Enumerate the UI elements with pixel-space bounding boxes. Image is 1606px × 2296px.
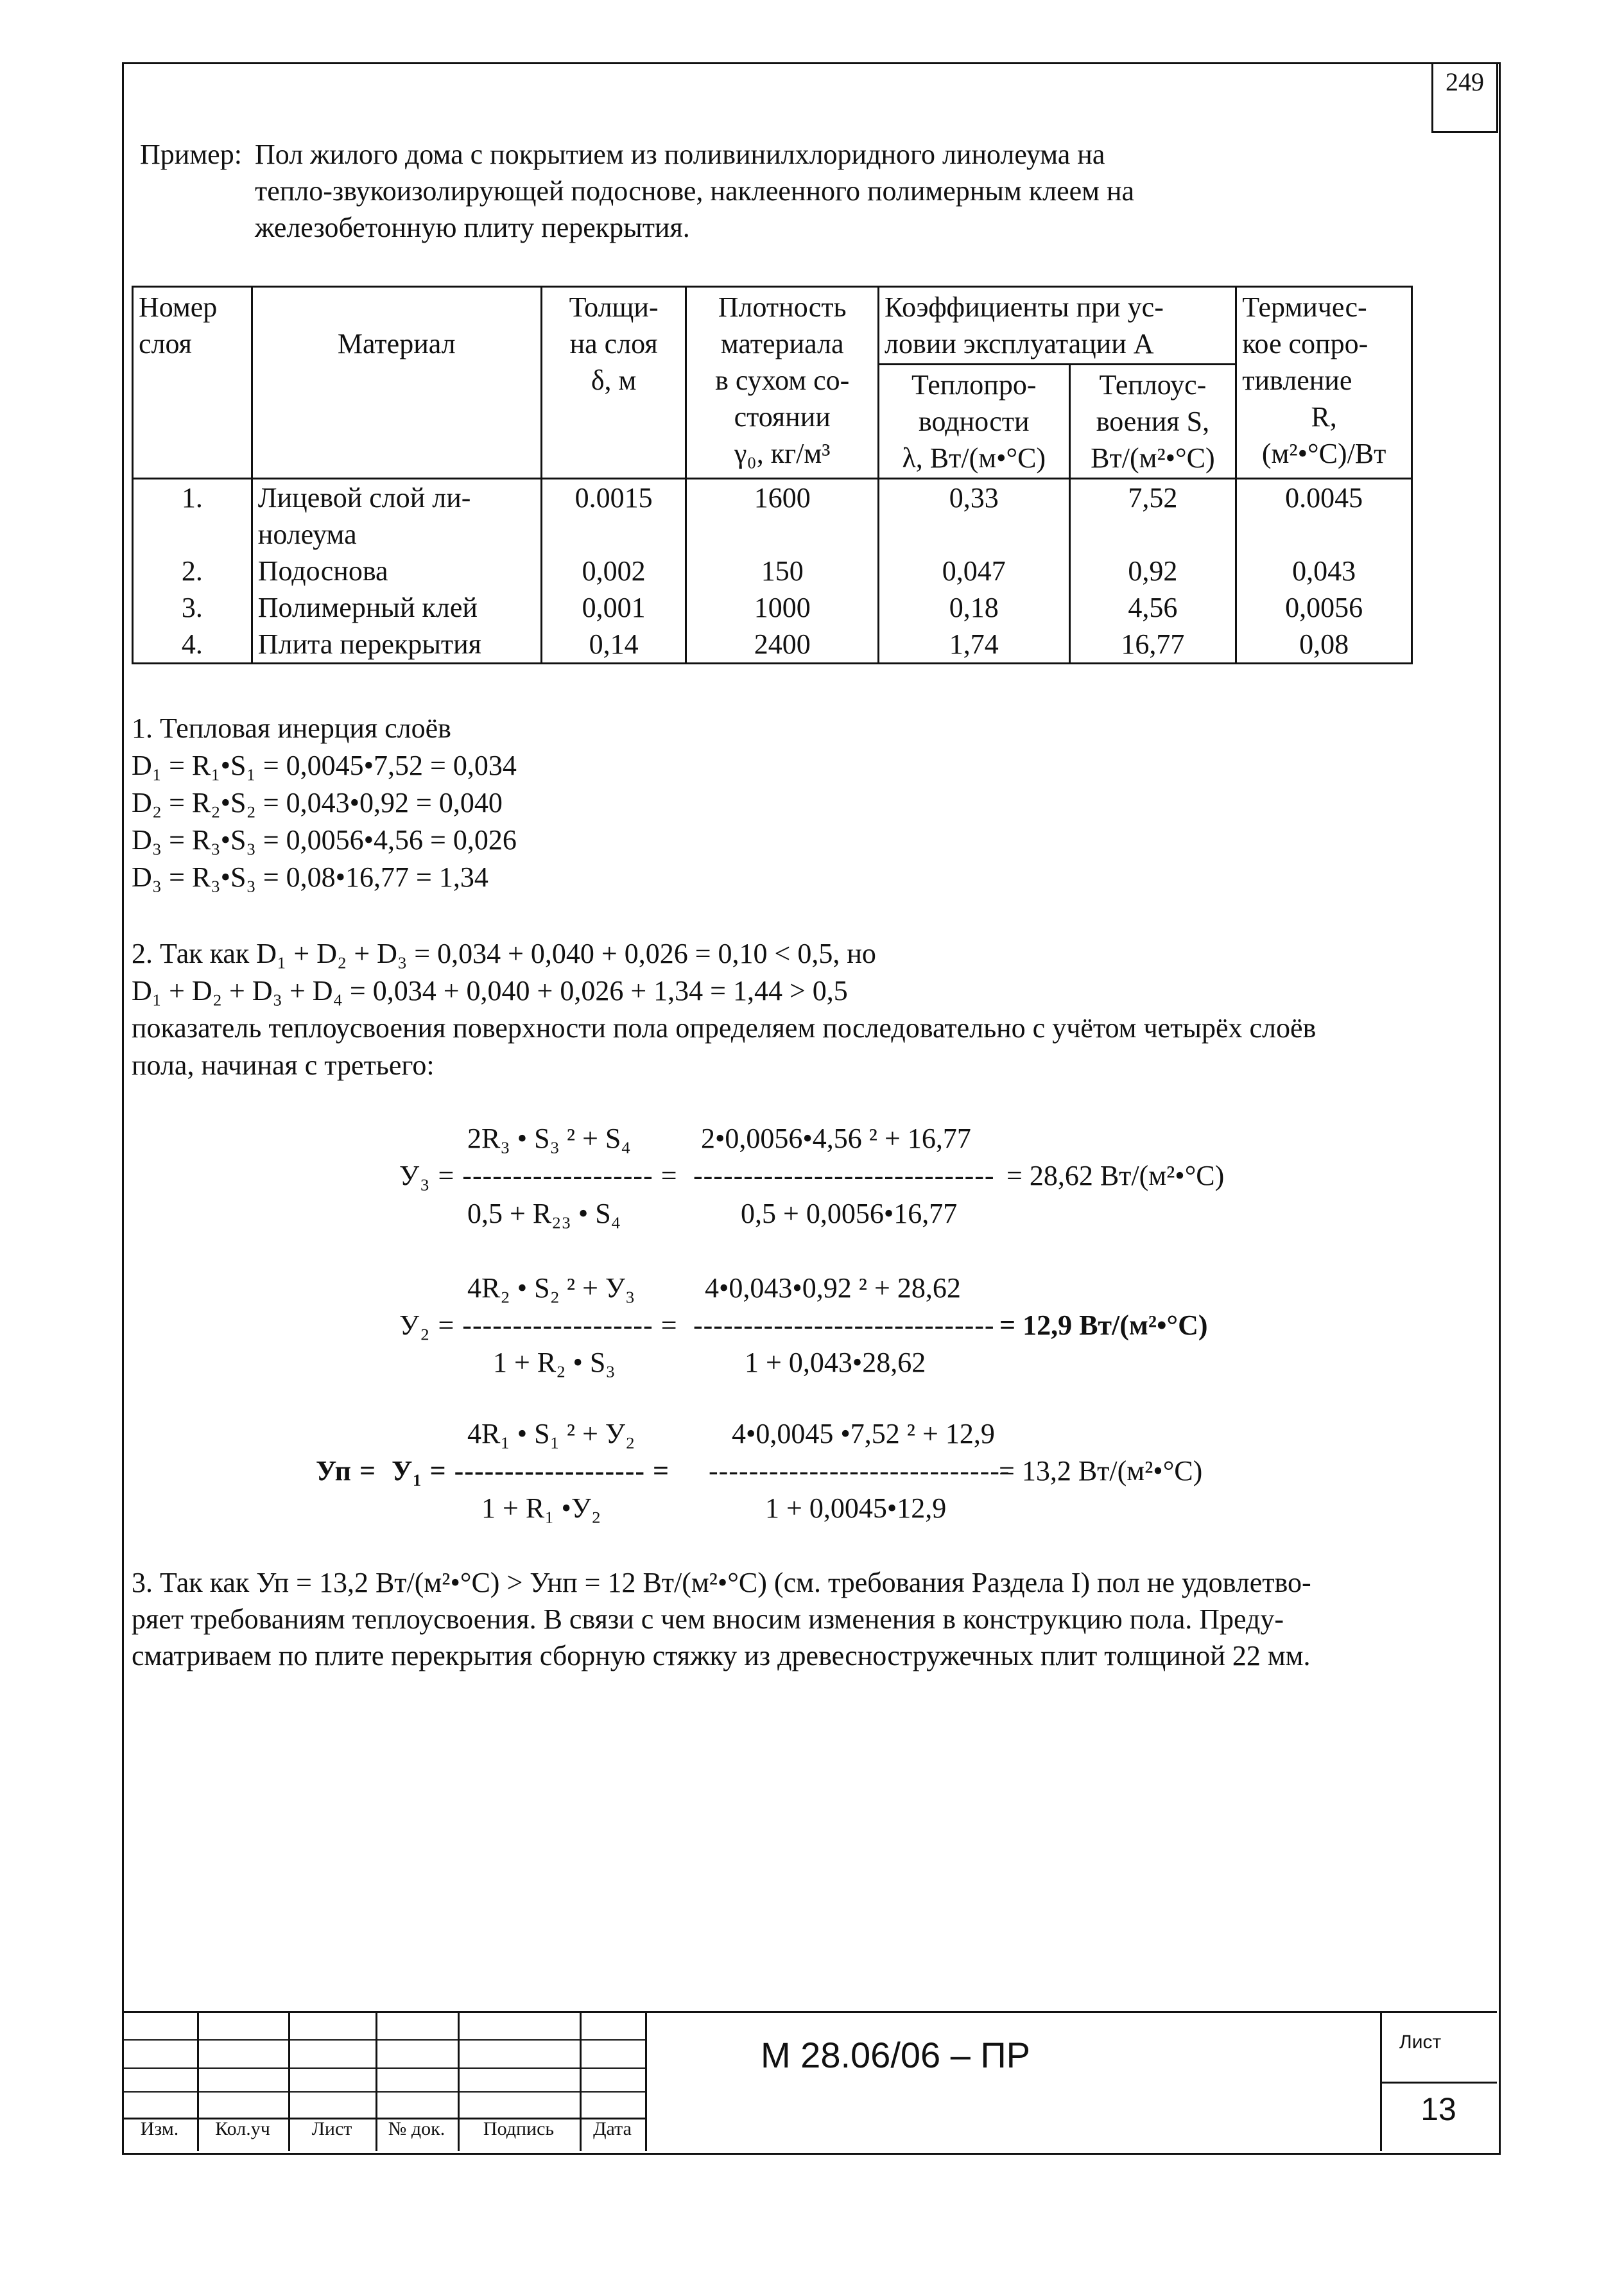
- section-3-line: сматриваем по плите перекрытия сборную стяжку из древесностружечных плит толщиной 22 мм.: [132, 1640, 1311, 1671]
- header-heat-absorption: Теплоус- воения S, Вт/(м²•°С): [1069, 365, 1236, 479]
- stamp-col-sheet: Лист: [311, 2118, 352, 2139]
- table-row: 2. Подоснова 0,002 150 0,047 0,92 0,043: [133, 553, 1412, 589]
- section-3-line: 3. Так как Уп = 13,2 Вт/(м²•°С) > Унп = 12 Вт/(м²•°С) (см. требования Раздела I) пол не удовлетво-: [132, 1567, 1311, 1598]
- section-3-line: ряет требованиям теплоусвоения. В связи с чем вносим изменения в конструкцию пола. Преду-: [132, 1603, 1284, 1635]
- header-conductivity: Теплопро- водности λ, Вт/(м•°С): [878, 365, 1069, 479]
- document-code: М 28.06/06 – ПР: [760, 2035, 1031, 2075]
- inertia-line: D₂ = R₂•S₂ = 0,043•0,92 = 0,040: [132, 787, 503, 818]
- header-layer-number: Номер слоя: [133, 287, 252, 479]
- section-2-line: показатель теплоусвоения поверхности пола определяем последовательно с учётом четырёх слоёв: [132, 1012, 1317, 1044]
- stamp-col-signature: Подпись: [483, 2118, 555, 2139]
- section-1-title: 1. Тепловая инерция слоёв: [132, 712, 451, 744]
- section-2-line: D₁ + D₂ + D₃ + D₄ = 0,034 + 0,040 + 0,026 + 1,34 = 1,44 > 0,5: [132, 975, 848, 1006]
- table-row: 4. Плита перекрытия 0,14 2400 1,74 16,77 0,08: [133, 626, 1412, 664]
- section-2-line: 2. Так как D₁ + D₂ + D₃ = 0,034 + 0,040 + 0,026 = 0,10 < 0,5, но: [132, 938, 876, 969]
- section-2-line: пола, начиная с третьего:: [132, 1049, 435, 1081]
- title-block: [122, 2011, 1497, 2151]
- sheet-label: Лист: [1399, 2032, 1442, 2053]
- header-density: Плотность материала в сухом со- стоянии γ₀, кг/м³: [686, 287, 879, 479]
- header-thickness: Толщи- на слоя δ, м: [541, 287, 686, 479]
- intro-line: Пол жилого дома с покрытием из поливинилхлоридного линолеума на: [255, 139, 1105, 170]
- page-number: 249: [1446, 67, 1484, 96]
- layers-table: [132, 286, 1413, 664]
- page-number-box: [1431, 62, 1498, 133]
- stamp-col-count: Кол.уч: [215, 2118, 270, 2139]
- header-coefficients: Коэффициенты при ус- ловии эксплуатации А: [878, 287, 1236, 365]
- header-material: Материал: [252, 287, 541, 479]
- inertia-line: D₃ = R₃•S₃ = 0,0056•4,56 = 0,026: [132, 824, 517, 856]
- table-row: 1. Лицевой слой ли- нолеума 0.0015 1600 0,33 7,52 0.0045: [133, 479, 1412, 553]
- stamp-col-date: Дата: [593, 2118, 632, 2139]
- header-resistance: Термичес- кое сопро- тивление R, (м²•°С)/Вт: [1236, 287, 1412, 479]
- intro-line: железобетонную плиту перекрытия.: [255, 212, 690, 243]
- intro-label: Пример:: [140, 139, 242, 170]
- inertia-line: D₁ = R₁•S₁ = 0,0045•7,52 = 0,034: [132, 750, 517, 781]
- stamp-col-doc: № док.: [388, 2118, 445, 2139]
- sheet-number: 13: [1420, 2091, 1456, 2127]
- table-row: 3. Полимерный клей 0,001 1000 0,18 4,56 0,0056: [133, 589, 1412, 626]
- intro-line: тепло-звукоизолирующей подоснове, наклеенного полимерным клеем на: [255, 175, 1135, 207]
- inertia-line: D₃ = R₃•S₃ = 0,08•16,77 = 1,34: [132, 861, 488, 893]
- stamp-col-change: Изм.: [140, 2118, 179, 2139]
